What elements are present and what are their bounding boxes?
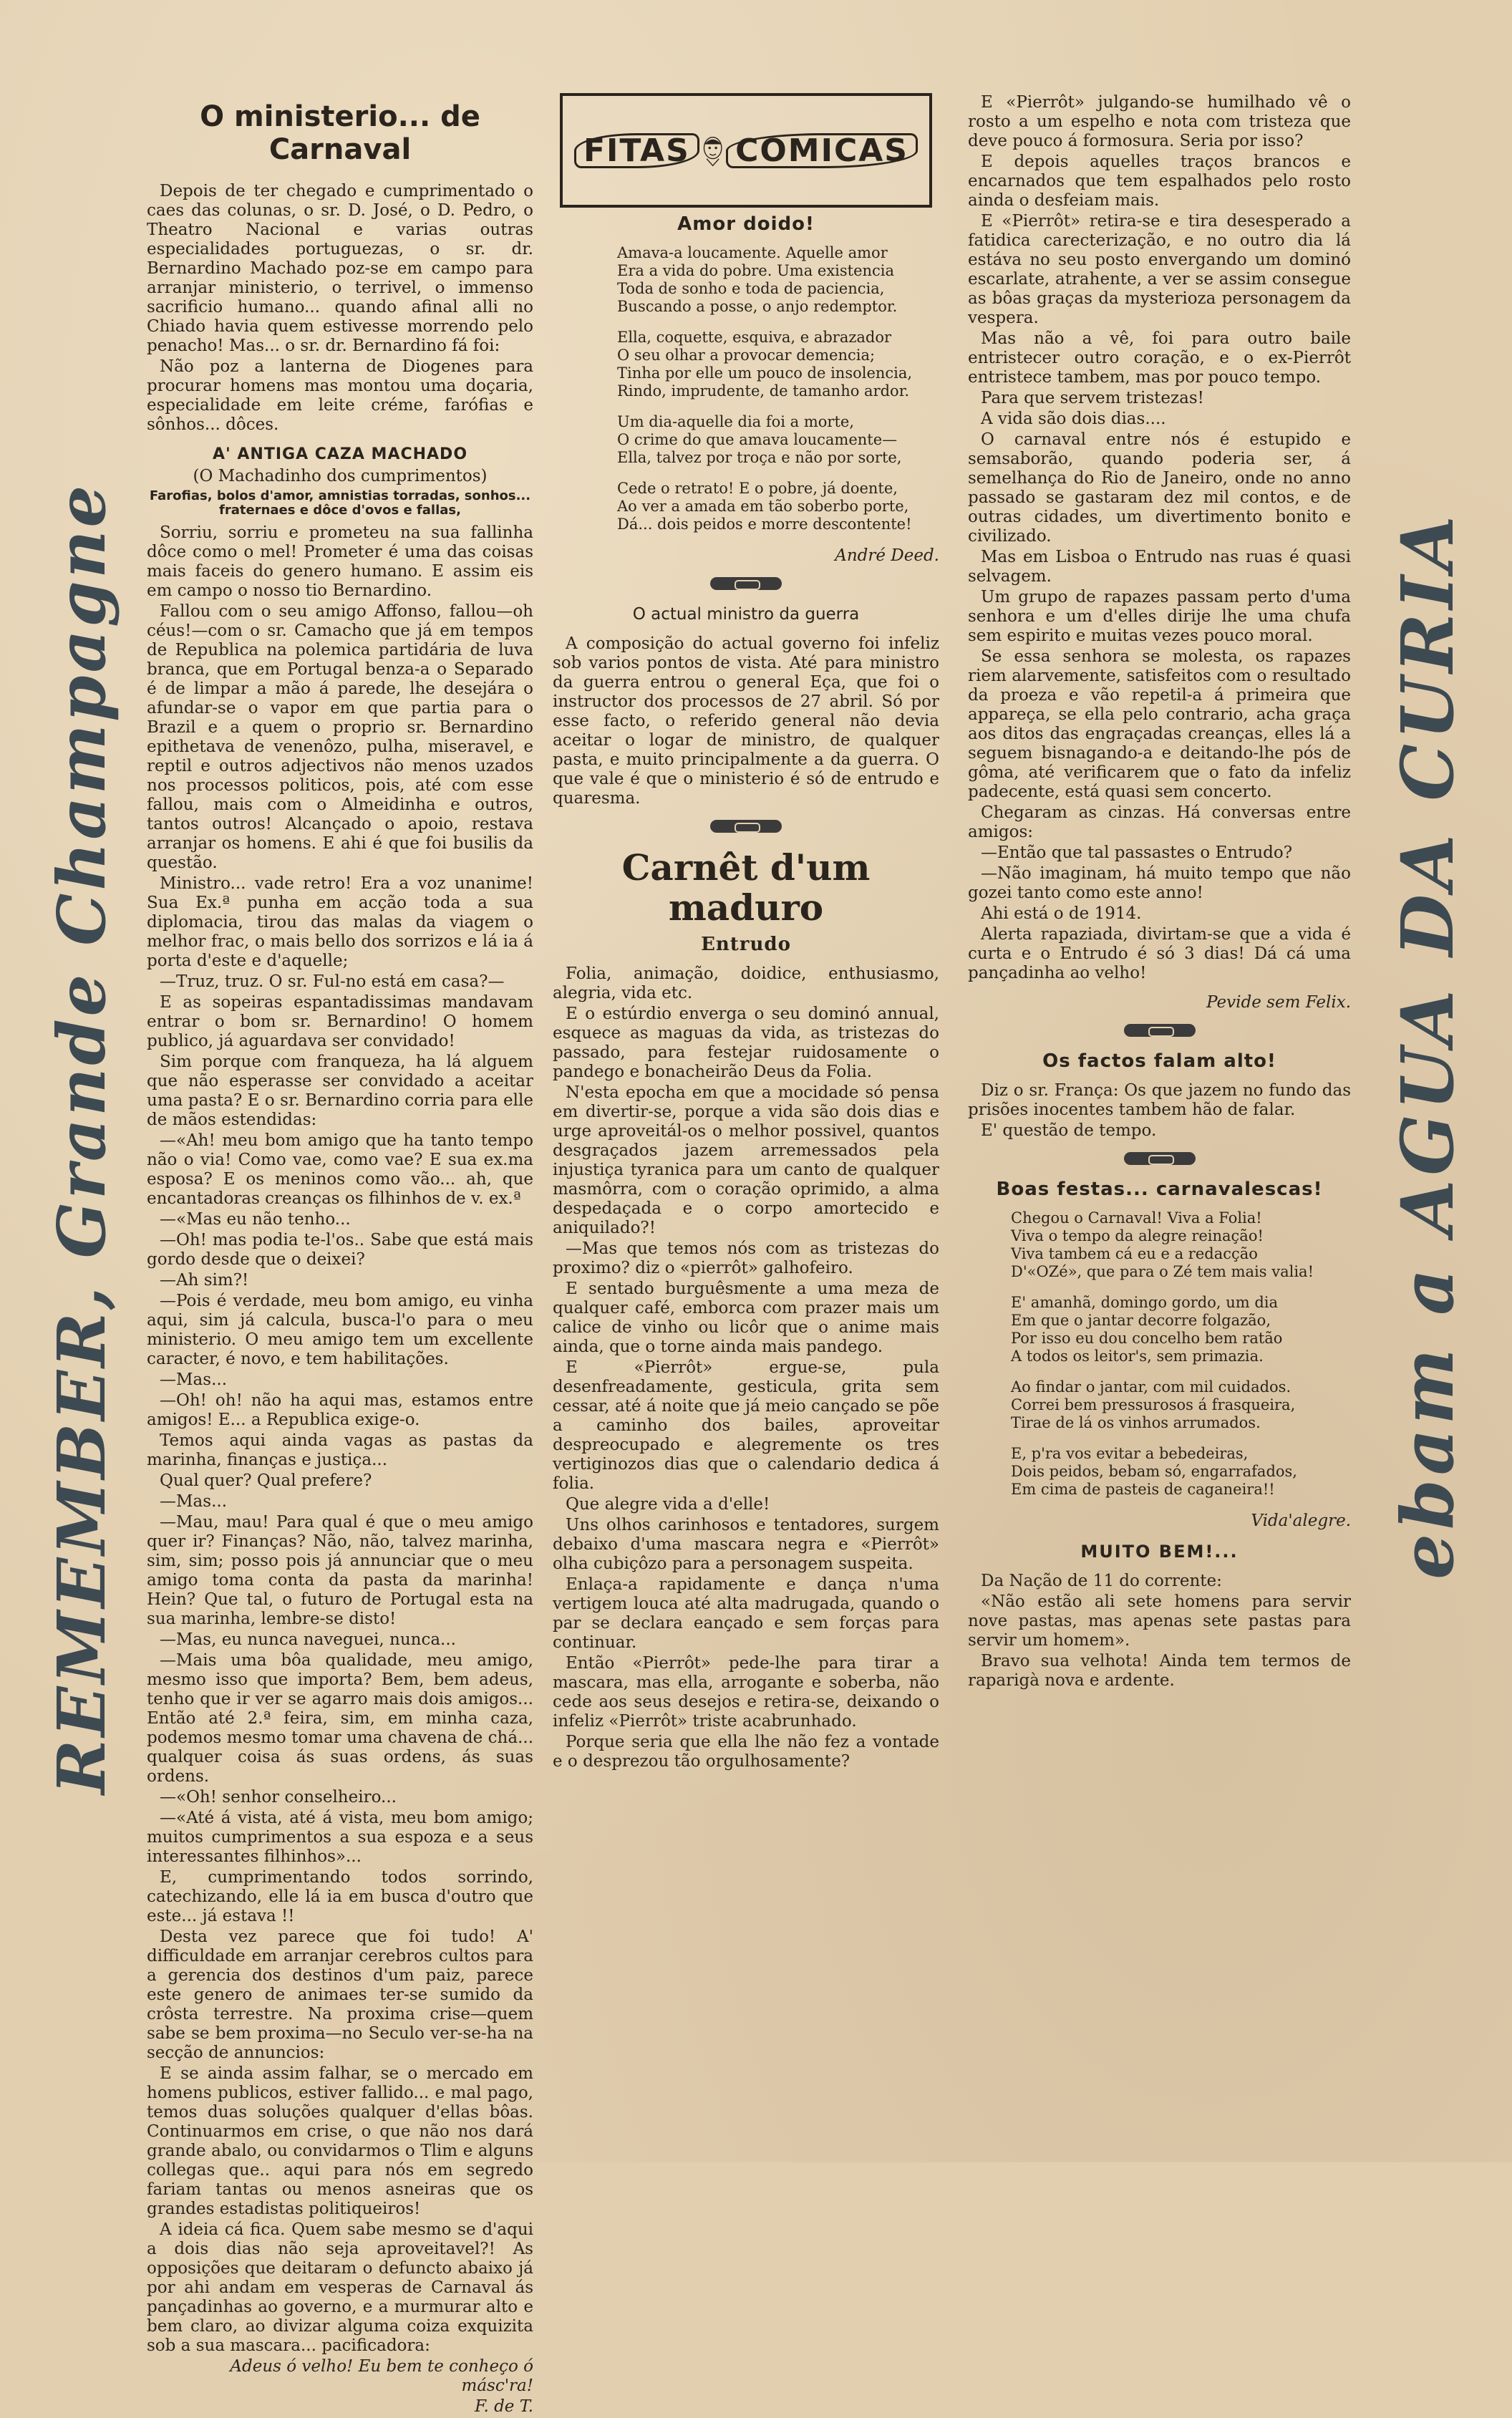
poem-line: E, p'ra vos evitar a bebedeiras, [1011, 1445, 1249, 1462]
poem-title: Amor doido! [677, 213, 815, 235]
poem-line: Era a vida do pobre. Uma existencia [617, 262, 895, 279]
paragraph: Qual quer? Qual prefere? [160, 1471, 372, 1490]
paragraph: Sorriu, sorriu e prometeu na sua fallinha dôce como o mel! Prometer é uma das coisas mais faceis do genero humano. E assim eis em campo o nosso tio Bernardino. [147, 523, 533, 600]
poem-stanza [1011, 1294, 1351, 1365]
section-title-boas-festas: Boas festas... carnavalescas! [996, 1179, 1323, 1200]
poem-line: Ao ver a amada em tão soberbo porte, [617, 498, 909, 515]
paragraph: E se ainda assim falhar, se o mercado em homens publicos, estiver fallido... e mal pago, temos duas soluções qualquer d'ellas bôas. Continuarmos em crise, o que não nos dará grande abalo, ou convidarmos o Tlim e alguns collegas que.. aqui para nós em segredo fariam tantas ou menos asneiras que os grandes estadistas politiqueiros! [147, 2064, 533, 2218]
paragraph: Bravo sua velhota! Ainda tem termos de raparigà nova e ardente. [968, 1652, 1351, 1690]
poem-stanza [617, 329, 939, 400]
poem-stanza [1011, 1209, 1351, 1281]
paragraph: Que alegre vida a d'elle! [566, 1495, 770, 1514]
poem-line: Chegou o Carnaval! Viva a Folia! [1011, 1209, 1262, 1227]
section-title-muito-bem: MUITO BEM!... [1080, 1542, 1239, 1562]
paragraph: —Mau, mau! Para qual é que o meu amigo quer ir? Finanças? Não, não, talvez marinha, sim, sim; posso pois já annunciar que o meu amigo toma conta da pasta da marinha! Hein? Que tal, o futuro de Portugal esta na sua marinha, lembre-se disto! [147, 1513, 533, 1628]
ornament-divider [553, 818, 939, 838]
poem-stanza [617, 413, 939, 467]
paragraph: Folia, animação, doidice, enthusiasmo, alegria, vida etc. [553, 964, 939, 1002]
paragraph: —Mais uma bôa qualidade, meu amigo, mesmo isso que importa? Bem, bem adeus, tenho que ir ver se agarro mais dois amigos... Então até 2.ª feira, sim, em minha caza, podemos mesmo tomar uma chavena de chá... qualquer coisa ás suas ordens, ás suas ordens. [147, 1651, 533, 1786]
paragraph: E «Pierrôt» julgando-se humilhado vê o rosto a um espelho e nota com tristeza que deve pouco á formosura. Seria por isso? [968, 93, 1351, 150]
fitas-comicas-logo [560, 93, 932, 208]
paragraph: Sim porque com franqueza, ha lá alguem que não esperasse ser convidado a aceitar uma pasta? E o sr. Bernardino corria para elle de mãos estendidas: [147, 1053, 533, 1129]
poem-line: E' amanhã, domingo gordo, um dia [1011, 1294, 1279, 1311]
poem-line: Tinha por elle um pouco de insolencia, [617, 364, 913, 382]
carnet-subtitle: Entrudo [701, 934, 791, 955]
paragraph: Depois de ter chegado e cumprimentado o caes das colunas, o sr. D. José, o D. Pedro, o Theatro Nacional e varias outras especialidades portuguezas, o sr. dr. Bernardino Machado poz-se em campo para arranjar ministerio, o terrivel, o immenso sacrificio humano... quando afinal alli no Chiado havia quem estivesse morrendo pelo penacho! Mas... o sr. dr. Bernardino fá foi: [147, 182, 533, 355]
article-title-ministerio: O ministerio... de Carnaval [200, 100, 480, 166]
poem-line: A todos os leitor's, sem primazia. [1011, 1348, 1264, 1365]
paragraph: A vida são dois dias.... [981, 410, 1166, 428]
paragraph: E o estúrdio enverga o seu dominó annual, esquece as maguas da vida, as tristezas do passado, para festejar ruidosamente o pandego e bonacheirão Deus da Folia. [553, 1005, 939, 1081]
paragraph: —Mas que temos nós com as tristezas do proximo? diz o «pierrôt» galhofeiro. [553, 1239, 939, 1277]
signature: Pevide sem Felix. [1206, 993, 1351, 1012]
paragraph: E «Pierrôt» ergue-se, pula desenfreadamente, gesticula, grita sem cessar, até á noite que já meio cançado se põe a caminho dos bailes, aproveitar despreocupado e alegremente os tres vertiginozos dias que o calendario dedica á folia. [553, 1358, 939, 1493]
ad-title: A' ANTIGA CAZA MACHADO [212, 445, 468, 463]
paragraph: —Mas, eu nunca naveguei, nunca... [160, 1630, 456, 1649]
poem-amor-doido [617, 244, 939, 533]
ornament-divider [553, 576, 939, 595]
paragraph: —Ah sim?! [160, 1271, 249, 1290]
poem-line: Correi bem pressurosos á frasqueira, [1011, 1396, 1296, 1413]
paragraph: —«Oh! senhor conselheiro... [160, 1788, 397, 1807]
paragraph: —Não imaginam, há muito tempo que não gozei tanto como este anno! [968, 864, 1351, 902]
paragraph: E depois aquelles traços brancos e encarnados que tem espalhados pelo rosto ainda o desfeiam mais. [968, 153, 1351, 210]
face-portrait-icon [699, 104, 726, 197]
ad-subtitle: (O Machadinho dos cumprimentos) [193, 467, 488, 485]
paragraph: E as sopeiras espantadissimas mandavam entrar o bom sr. Bernardino! O homem publico, já aguardava ser convidado! [147, 993, 533, 1050]
paragraph: Não poz a lanterna de Diogenes para procurar homens mas montou uma doçaria, especialidade em leite créme, farófias e sônhos... dôces. [147, 357, 533, 434]
poem-stanza [617, 480, 939, 533]
paragraph: —«Ah! meu bom amigo que ha tanto tempo não o via! Como vae, como vae? E sua ex.ma esposa? E os meninos como vão... ah, que encantadoras creanças os filhinhos de v. ex.ª [147, 1131, 533, 1208]
poem-line: Ao findar o jantar, com mil cuidados. [1011, 1378, 1292, 1396]
poem-line: Ella, talvez por troça e não por sorte, [617, 449, 902, 466]
paragraph: Se essa senhora se molesta, os rapazes riem alarvemente, satisfeitos com o resultado da proeza e vão repetil-a á primeira que appareça, se ella pelo contrario, acha graça aos ditos das engraçadas creanças, elles lá a seguem bisnagando-a e deitando-lhe pós de gôma, até verificarem que o fato da infeliz padecente, está quasi sem concerto. [968, 647, 1351, 801]
poem-line: Em que o jantar decorre folgazão, [1011, 1312, 1271, 1329]
poem-signature: Vida'alegre. [1251, 1512, 1351, 1530]
poem-line: Dois peidos, bebam só, engarrafados, [1011, 1463, 1297, 1480]
poem-line: O crime do que amava loucamente— [617, 431, 898, 448]
paragraph: A ideia cá fica. Quem sabe mesmo se d'aqui a dois dias não seja aproveitavel?! As opposições que deitaram o defuncto abaixo já por ahi andam em vesperas de Carnaval ás pançadinhas ao governo, e a murmurar alto e bem claro, ao divizar alguma coiza exquizita sob a sua mascara... pacificadora: [147, 2220, 533, 2355]
side-ad-right: ebam a AGUA DA CURIA [1385, 511, 1470, 1580]
paragraph: Ahi está o de 1914. [981, 904, 1142, 923]
paragraph: Mas em Lisboa o Entrudo nas ruas é quasi selvagem. [968, 548, 1351, 586]
poem-line: O seu olhar a provocar demencia; [617, 347, 876, 364]
paragraph: Uns olhos carinhosos e tentadores, surgem debaixo d'uma mascara negra e «Pierrôt» olha cubiçôzo para a personagem suspeita. [553, 1516, 939, 1573]
paragraph: N'esta epocha em que a mocidade só pensa em divertir-se, porque a vida são dois dias e urge aproveitál-os o melhor possivel, quantos desgraçados jazem arremessados pela injustiça tyranica para um canto de qualquer masmôrra, com o coração oprimido, a alma despedaçada e o corpo amortecido e aniquilado?! [553, 1083, 939, 1237]
paragraph: E, cumprimentando todos sorrindo, catechizando, elle lá ia em busca d'outro que este... já estava !! [147, 1868, 533, 1925]
paragraph: O carnaval entre nós é estupido e semsaborão, quando poderia ser, á semelhança do Rio de Janeiro, onde no anno passado se gastaram dez mil contos, e de outras cidades, um divertimento bonito e civilizado. [968, 430, 1351, 546]
poem-stanza [617, 244, 939, 316]
poem-line: Um dia-aquelle dia foi a morte, [617, 413, 855, 430]
section-title-factos: Os factos falam alto! [1042, 1050, 1276, 1072]
ornament-divider [968, 1022, 1351, 1042]
poem-line: Amava-a loucamente. Aquelle amor [617, 244, 888, 261]
poem-line: Tirae de lá os vinhos arrumados. [1011, 1414, 1261, 1431]
poem-stanza [1011, 1445, 1351, 1499]
ornament-divider [968, 1151, 1351, 1170]
paragraph: Fallou com o seu amigo Affonso, fallou—oh céus!—com o sr. Camacho que já em tempos de Republica na polemica partidária de luva branca, que em Portugal benza-a o Separado é de limpar a mão á parede, lhe desejára o afundar-se o vapor em que partia para o Brazil e a quem o proprio sr. Bernardino epithetava de venenôzo, pulha, miseravel, e reptil e outros adjectivos não menos uzados nos processos politicos, pois, até com esse fallou, mais com o Almeidinha e outros, tantos outros! Alcançado o apoio, restava arranjar os homens. E ahi é que foi busilis da questão. [147, 602, 533, 872]
paragraph: —Mas... [160, 1370, 227, 1389]
closing-line: Adeus ó velho! Eu bem te conheço ó másc'ra! [230, 2357, 533, 2395]
poem-line: Em cima de pasteis de caganeira!! [1011, 1481, 1275, 1498]
poem-line: Rindo, imprudente, de tamanho ardor. [617, 382, 910, 400]
paragraph: E «Pierrôt» retira-se e tira desesperado a fatidica carecterização, e no outro dia lá estáva no seu posto envergando um dominó escarlate, atrahente, a ver se assim consegue as bôas graças da mysterioza personagem da vespera. [968, 212, 1351, 327]
poem-line: Viva o tempo da alegre reinação! [1011, 1227, 1264, 1244]
paragraph: Chegaram as cinzas. Há conversas entre amigos: [968, 803, 1351, 841]
poem-signature: André Deed. [835, 546, 939, 565]
paragraph: —«Até á vista, até á vista, meu bom amigo; muitos cumprimentos a sua espoza e a seus interessantes filhinhos»... [147, 1809, 533, 1866]
poem-line: Por isso eu dou concelho bem ratão [1011, 1330, 1283, 1347]
paragraph: Porque seria que ella lhe não fez a vontade e o desprezou tão orgulhosamente? [553, 1733, 939, 1771]
paragraph: Ministro... vade retro! Era a voz unanime! Sua Ex.ª punha em acção toda a sua diplomacia, tirou das malas da viagem o melhor frac, o mais bello dos sorrizos e lá ia á porta d'este e d'aquelle; [147, 874, 533, 970]
paragraph: —Truz, truz. O sr. Ful-no está em casa?— [160, 972, 505, 991]
side-ad-left: REMEMBER, Grande Champagne [43, 483, 120, 1794]
paragraph: Alerta rapaziada, divirtam-se que a vida é curta e o Entrudo é só 3 dias! Dá cá uma pançadinha ao velho! [968, 925, 1351, 982]
paragraph: Desta vez parece que foi tudo! A' difficuldade em arranjar cerebros cultos para a gerencia dos destinos d'um paiz, parece este genero de animaes ter-se sumido da crôsta terrestre. Na proxima crise—quem sabe se bem proxima—no Seculo ver-se-ha na secção de annuncios: [147, 1928, 533, 2062]
poem-line: Buscando a posse, o anjo redemptor. [617, 298, 898, 315]
paragraph: —«Mas eu não tenho... [160, 1210, 351, 1229]
paragraph: A composição do actual governo foi infeliz sob varios pontos de vista. Até para ministro da guerra entrou o general Eça, que foi o instructor dos processos de 27 abril. Só por esse facto, o referido general não devia aceitar o logar de ministro, de qualquer pasta, e muito principalmente a da guerra. O que vale é que o ministerio é só de entrudo e quaresma. [553, 634, 939, 808]
paragraph: —Então que tal passastes o Entrudo? [981, 843, 1293, 862]
column-3 [968, 93, 1351, 1692]
paragraph: Da Nação de 11 do corrente: [981, 1572, 1222, 1590]
poem-line: Ella, coquette, esquiva, e abrazador [617, 329, 892, 346]
paragraph: —Oh! mas podia te-l'os.. Sabe que está mais gordo desde que o deixei? [147, 1231, 533, 1269]
paragraph: Enlaça-a rapidamente e dança n'uma vertigem louca até alta madrugada, quando o par se declara eançado e sem forças para continuar. [553, 1575, 939, 1652]
paragraph: Diz o sr. França: Os que jazem no fundo das prisões inocentes tambem hão de falar. [968, 1081, 1351, 1119]
paragraph: E sentado burguêsmente a uma meza de qualquer café, emborca com prazer mais um calice de vinho ou licôr que o anime mais ainda, que o torne ainda mais pandego. [553, 1280, 939, 1356]
logo-word-left: FITAS [574, 133, 699, 168]
logo-word-right: COMICAS [726, 133, 918, 168]
paragraph: Mas não a vê, foi para outro baile entristecer outro coração, e o ex-Pierrôt entristece tambem, mas por pouco tempo. [968, 329, 1351, 387]
poem-stanza [1011, 1378, 1351, 1432]
poem-line: Viva tambem cá eu e a redacção [1011, 1245, 1258, 1262]
poem-line: Toda de sonho e toda de paciencia, [617, 280, 885, 297]
paragraph: —Pois é verdade, meu bom amigo, eu vinha aqui, sim já calcula, busca-l'o para o meu ministerio. O meu amigo tem um excellente caracter, é novo, e tem habilitações. [147, 1292, 533, 1368]
paragraph: «Não estão ali sete homens para servir nove pastas, mas apenas sete pastas para servir um homem». [968, 1592, 1351, 1650]
column-1 [147, 93, 533, 2418]
poem-boas-festas [1011, 1209, 1351, 1499]
paragraph: Um grupo de rapazes passam perto d'uma senhora e um d'elles dirije lhe uma chufa sem espirito e muitas vezes pouco moral. [968, 588, 1351, 645]
paragraph: E' questão de tempo. [981, 1121, 1157, 1140]
section-title-ministro-guerra: O actual ministro da guerra [632, 605, 860, 624]
poem-line: Cede o retrato! E o pobre, já doente, [617, 480, 898, 497]
signature: F. de T. [475, 2397, 533, 2416]
poem-line: D'«OZé», que para o Zé tem mais valia! [1011, 1263, 1314, 1280]
paragraph: —Mas... [160, 1492, 227, 1511]
article-title-carnet: Carnêt d'um maduro [621, 846, 871, 929]
ad-line: Farofias, bolos d'amor, amnistias torradas, sonhos... fraternaes e dôce d'ovos e fallas, [149, 488, 531, 518]
paragraph: Para que servem tristezas! [981, 389, 1204, 407]
paragraph: Então «Pierrôt» pede-lhe para tirar a mascara, mas ella, arrogante e soberba, não cede aos seus desejos e retira-se, deixando o infeliz «Pierrôt» triste acabrunhado. [553, 1654, 939, 1731]
paragraph: Temos aqui ainda vagas as pastas da marinha, finanças e justiça... [147, 1431, 533, 1469]
poem-line: Dá... dois peidos e morre descontente! [617, 516, 912, 533]
paragraph: —Oh! oh! não ha aqui mas, estamos entre amigos! E... a Republica exige-o. [147, 1391, 533, 1429]
column-2 [553, 93, 939, 1773]
